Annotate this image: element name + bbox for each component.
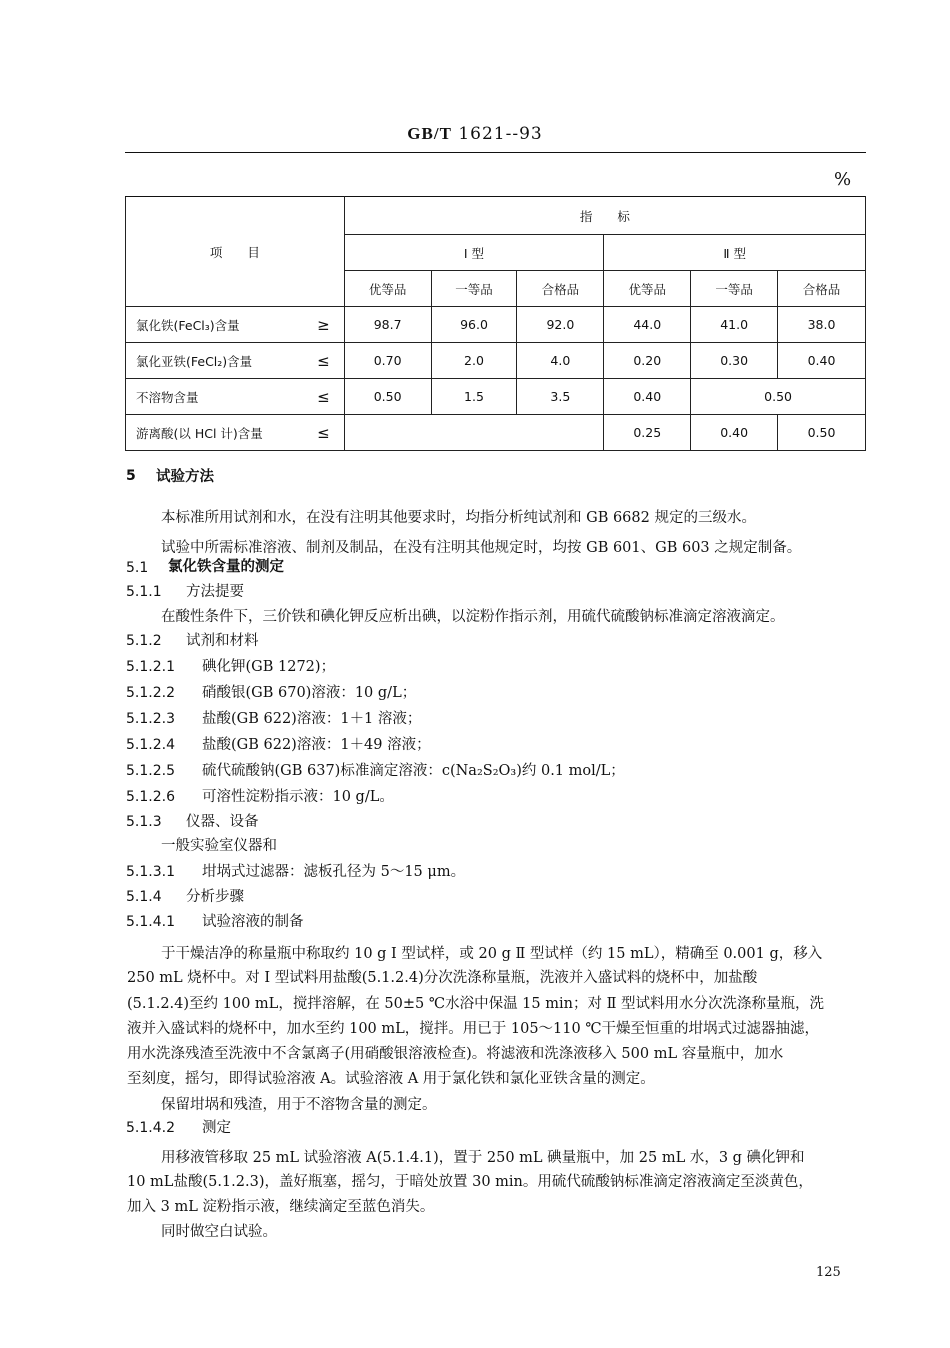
grade-header: 合格品	[778, 271, 866, 307]
paragraph: 试验中所需标准溶液、制剂及制品，在没有注明其他规定时，均按 GB 601、GB 603 之规定制备。	[161, 540, 802, 556]
item-label: 游离酸(以 HCl 计)含量	[136, 425, 263, 441]
table-row	[126, 379, 866, 415]
section-title: 试验方法	[156, 469, 214, 485]
comparison-sign: ≥	[317, 315, 330, 334]
section-title: 试剂和材料	[186, 633, 259, 649]
table-row	[126, 415, 866, 451]
item-number: 5.1.2.1	[126, 659, 175, 675]
paragraph-line: 用水洗涤残渣至洗液中不含氯离子(用硝酸银溶液检查)。将滤液和洗涤液移入 500 mL 容量瓶中，加水	[127, 1046, 784, 1062]
paragraph-line: 加入 3 mL 淀粉指示液，继续滴定至蓝色消失。	[127, 1199, 435, 1215]
paragraph-line: 250 mL 烧杯中。对 Ⅰ 型试料用盐酸(5.1.2.4)分次洗涤称量瓶，洗液并入盛试料的烧杯中，加盐酸	[127, 970, 758, 986]
table-cell: 0.30	[691, 343, 778, 379]
paragraph-line: (5.1.2.4)至约 100 mL，搅拌溶解，在 50±5 ℃水浴中保温 15 min；对 Ⅱ 型试料用水分次洗涤称量瓶，洗	[127, 996, 825, 1012]
reagent-item: 盐酸(GB 622)溶液：1＋49 溶液；	[202, 737, 431, 753]
item-label: 不溶物含量	[136, 389, 199, 405]
reagent-item: 可溶性淀粉指示液：10 g/L。	[202, 789, 394, 805]
table-cell-empty	[344, 415, 604, 451]
section-number: 5.1.3	[126, 814, 162, 830]
section-title: 分析步骤	[186, 889, 244, 905]
section-number: 5.1.4	[126, 889, 162, 905]
item-number: 5.1.2.4	[126, 737, 175, 753]
paragraph: 同时做空白试验。	[161, 1224, 277, 1240]
paragraph-line: 10 mL盐酸(5.1.2.3)，盖好瓶塞，摇匀，于暗处放置 30 min。用硫代硫酸钠标准滴定溶液滴定至淡黄色，	[127, 1174, 813, 1190]
row-item	[126, 343, 345, 379]
table-cell: 44.0	[604, 307, 691, 343]
comparison-sign: ≤	[317, 351, 330, 370]
reagent-item: 盐酸(GB 622)溶液：1＋1 溶液；	[202, 711, 422, 727]
row-item	[126, 307, 345, 343]
table-cell: 92.0	[517, 307, 604, 343]
table-cell: 0.50	[778, 415, 866, 451]
section-title: 仪器、设备	[186, 814, 259, 830]
table-cell: 38.0	[778, 307, 866, 343]
header-rule	[125, 152, 866, 153]
paragraph-line: 至刻度，摇匀，即得试验溶液 A。试验溶液 A 用于氯化铁和氯化亚铁含量的测定。	[127, 1071, 655, 1087]
table-cell: 0.25	[604, 415, 691, 451]
table-cell: 96.0	[431, 307, 517, 343]
row-item	[126, 415, 345, 451]
paragraph: 在酸性条件下，三价铁和碘化钾反应析出碘，以淀粉作指示剂，用硫代硫酸钠标准滴定溶液滴定。	[161, 609, 785, 625]
table-cell: 0.50	[344, 379, 431, 415]
table-row	[126, 343, 866, 379]
grade-header: 合格品	[517, 271, 604, 307]
paragraph-line: 液并入盛试料的烧杯中，加水至约 100 mL，搅拌。用已于 105～110 ℃干燥至恒重的坩埚式过滤器抽滤，	[127, 1021, 820, 1037]
section-number: 5	[126, 468, 136, 484]
item-label: 氯化铁(FeCl₃)含量	[136, 317, 240, 333]
grade-header: 优等品	[604, 271, 691, 307]
item-number: 5.1.2.3	[126, 711, 175, 727]
table-row	[126, 307, 866, 343]
table-cell: 3.5	[517, 379, 604, 415]
table-cell: 0.40	[778, 343, 866, 379]
comparison-sign: ≤	[317, 423, 330, 442]
grade-header: 一等品	[431, 271, 517, 307]
standard-code: GB/T	[407, 124, 452, 143]
unit-label: %	[834, 169, 852, 190]
item-number: 5.1.2.2	[126, 685, 175, 701]
item-header: 项 目	[126, 197, 345, 307]
table-cell: 0.70	[344, 343, 431, 379]
item-label: 氯化亚铁(FeCl₂)含量	[136, 353, 253, 369]
table-cell: 41.0	[691, 307, 778, 343]
section-title: 方法提要	[186, 584, 244, 600]
section-number: 5.1.4.2	[126, 1120, 175, 1136]
grade-header: 优等品	[344, 271, 431, 307]
reagent-item: 硝酸银(GB 670)溶液：10 g/L；	[202, 685, 417, 701]
table-cell: 1.5	[431, 379, 517, 415]
item-number: 5.1.2.6	[126, 789, 175, 805]
type1-header: Ⅰ 型	[344, 235, 604, 271]
table-cell: 2.0	[431, 343, 517, 379]
table-cell-merged: 0.50	[691, 379, 866, 415]
section-number: 5.1	[126, 560, 149, 576]
section-title: 氯化铁含量的测定	[168, 559, 284, 575]
page-number: 125	[816, 1265, 841, 1280]
section-title: 试验溶液的制备	[202, 914, 304, 930]
reagent-item: 碘化钾(GB 1272)；	[202, 659, 336, 675]
page-header	[0, 124, 950, 144]
section-number: 5.1.1	[126, 584, 162, 600]
indicator-header: 指 标	[344, 197, 865, 235]
reagent-item: 硫代硫酸钠(GB 637)标准滴定溶液：c(Na₂S₂O₃)约 0.1 mol/L；	[202, 763, 625, 779]
section-number: 5.1.2	[126, 633, 162, 649]
standard-number: 1621--93	[458, 124, 543, 144]
table-cell: 4.0	[517, 343, 604, 379]
table-cell: 98.7	[344, 307, 431, 343]
row-item	[126, 379, 345, 415]
paragraph-line: 用移液管移取 25 mL 试验溶液 A(5.1.4.1)，置于 250 mL 碘量瓶中，加 25 mL 水，3 g 碘化钾和	[161, 1150, 805, 1166]
comparison-sign: ≤	[317, 387, 330, 406]
item-number: 5.1.3.1	[126, 864, 175, 880]
section-number: 5.1.4.1	[126, 914, 175, 930]
section-title: 测定	[202, 1120, 231, 1136]
table-cell: 0.20	[604, 343, 691, 379]
type2-header: Ⅱ 型	[604, 235, 866, 271]
paragraph-line: 于干燥洁净的称量瓶中称取约 10 g Ⅰ 型试样，或 20 g Ⅱ 型试样（约 15 mL），精确至 0.001 g，移入	[161, 946, 823, 962]
paragraph: 保留坩埚和残渣，用于不溶物含量的测定。	[161, 1097, 437, 1113]
paragraph: 本标准所用试剂和水，在没有注明其他要求时，均指分析纯试剂和 GB 6682 规定的三级水。	[161, 510, 756, 526]
specification-table	[125, 196, 866, 451]
apparatus-item: 坩埚式过滤器：滤板孔径为 5～15 μm。	[202, 864, 466, 880]
paragraph: 一般实验室仪器和	[161, 838, 277, 854]
grade-header: 一等品	[691, 271, 778, 307]
table-cell: 0.40	[604, 379, 691, 415]
item-number: 5.1.2.5	[126, 763, 175, 779]
table-cell: 0.40	[691, 415, 778, 451]
